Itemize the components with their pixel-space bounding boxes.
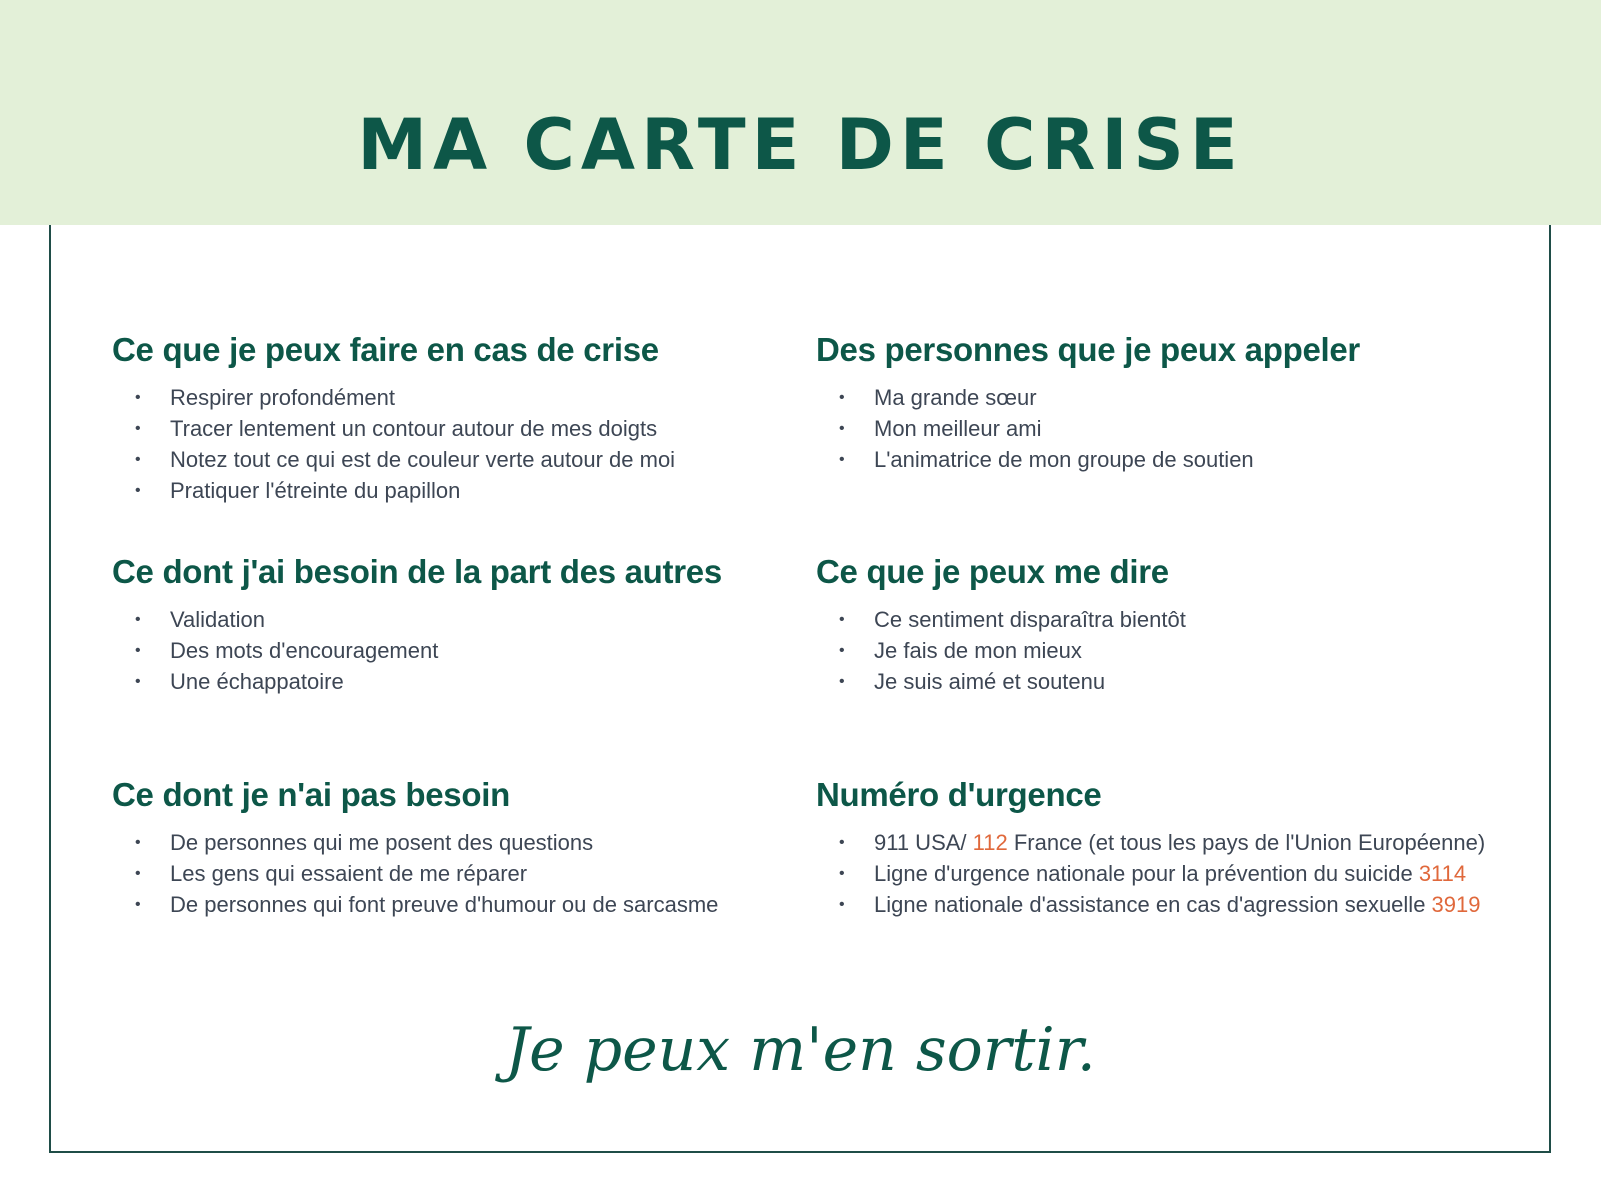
- list-item-text: Je fais de mon mieux: [874, 638, 1082, 663]
- list-item-text: Les gens qui essaient de me réparer: [170, 861, 528, 886]
- list-item-text: Mon meilleur ami: [874, 416, 1042, 441]
- list-item-text: Pratiquer l'étreinte du papillon: [170, 478, 461, 503]
- bullet-icon: •: [839, 642, 845, 659]
- section-title: Numéro d'urgence: [816, 776, 1102, 813]
- list-item: [112, 413, 802, 444]
- page-title: MA CARTE DE CRISE: [357, 104, 1244, 186]
- section-title: Ce dont j'ai besoin de la part des autres: [112, 553, 722, 590]
- list-item: [816, 858, 1536, 889]
- list-item-text: Ligne d'urgence nationale pour la prévention du suicide: [874, 861, 1419, 886]
- list-item-text: Respirer profondément: [170, 385, 396, 410]
- section-emergency-numbers: [816, 775, 1536, 920]
- item-list: [112, 382, 802, 506]
- list-item-text: Une échappatoire: [170, 669, 344, 694]
- list-item: [112, 858, 802, 889]
- section-what-i-can-tell-myself: [816, 552, 1506, 697]
- list-item: [816, 604, 1506, 635]
- list-item-text: Validation: [170, 607, 265, 632]
- section-people-to-call: [816, 330, 1506, 475]
- list-item: [112, 604, 802, 635]
- list-item-text: Je suis aimé et soutenu: [874, 669, 1106, 694]
- list-item-text: Des mots d'encouragement: [170, 638, 439, 663]
- section-what-i-can-do: [112, 330, 802, 506]
- bullet-icon: •: [839, 611, 845, 628]
- emergency-number: 3919: [1431, 892, 1481, 917]
- list-item-text: De personnes qui me posent des questions: [170, 830, 594, 855]
- section-title: Des personnes que je peux appeler: [816, 331, 1360, 368]
- motto: Je peux m'en sortir.: [505, 1015, 1096, 1085]
- bullet-icon: •: [839, 451, 845, 468]
- list-item-text: 911 USA/: [874, 830, 973, 855]
- list-item: [112, 382, 802, 413]
- list-item-text: Notez tout ce qui est de couleur verte autour de moi: [170, 447, 676, 472]
- bullet-icon: •: [135, 865, 141, 882]
- item-list: [112, 604, 802, 697]
- bullet-icon: •: [839, 389, 845, 406]
- item-list: [816, 382, 1506, 475]
- list-item: [112, 635, 802, 666]
- bullet-icon: •: [135, 834, 141, 851]
- section-title: Ce que je peux faire en cas de crise: [112, 331, 659, 368]
- bullet-icon: •: [839, 896, 845, 913]
- list-item: [816, 889, 1536, 920]
- bullet-icon: •: [839, 834, 845, 851]
- bullet-icon: •: [839, 673, 845, 690]
- list-item: [112, 827, 802, 858]
- list-item: [112, 444, 802, 475]
- list-item: [816, 382, 1506, 413]
- emergency-number: 3114: [1418, 861, 1467, 886]
- list-item: [816, 413, 1506, 444]
- list-item: [816, 666, 1506, 697]
- list-item-text: De personnes qui font preuve d'humour ou de sarcasme: [170, 892, 719, 917]
- list-item: [816, 635, 1506, 666]
- list-item: [816, 827, 1536, 858]
- list-item-text: L'animatrice de mon groupe de soutien: [874, 447, 1254, 472]
- section-title: Ce dont je n'ai pas besoin: [112, 776, 510, 813]
- emergency-number: 112: [972, 830, 1008, 855]
- bullet-icon: •: [135, 451, 141, 468]
- item-list: [816, 604, 1506, 697]
- bullet-icon: •: [135, 673, 141, 690]
- bullet-icon: •: [839, 865, 845, 882]
- list-item-text: Ma grande sœur: [874, 385, 1037, 410]
- list-item: [816, 444, 1506, 475]
- bullet-icon: •: [135, 482, 141, 499]
- list-item-text: Tracer lentement un contour autour de mes doigts: [170, 416, 658, 441]
- bullet-icon: •: [135, 420, 141, 437]
- bullet-icon: •: [839, 420, 845, 437]
- bullet-icon: •: [135, 389, 141, 406]
- item-list: [816, 827, 1536, 920]
- bullet-icon: •: [135, 896, 141, 913]
- list-item: [112, 889, 802, 920]
- bullet-icon: •: [135, 642, 141, 659]
- section-what-i-dont-need: [112, 775, 802, 920]
- section-needs-from-others: [112, 552, 802, 697]
- list-item: [112, 666, 802, 697]
- list-item-text: France (et tous les pays de l'Union Européenne): [1007, 830, 1486, 855]
- section-title: Ce que je peux me dire: [816, 553, 1169, 590]
- list-item: [112, 475, 802, 506]
- list-item-text: Ce sentiment disparaîtra bientôt: [874, 607, 1186, 632]
- item-list: [112, 827, 802, 920]
- list-item-text: Ligne nationale d'assistance en cas d'agression sexuelle: [874, 892, 1432, 917]
- bullet-icon: •: [135, 611, 141, 628]
